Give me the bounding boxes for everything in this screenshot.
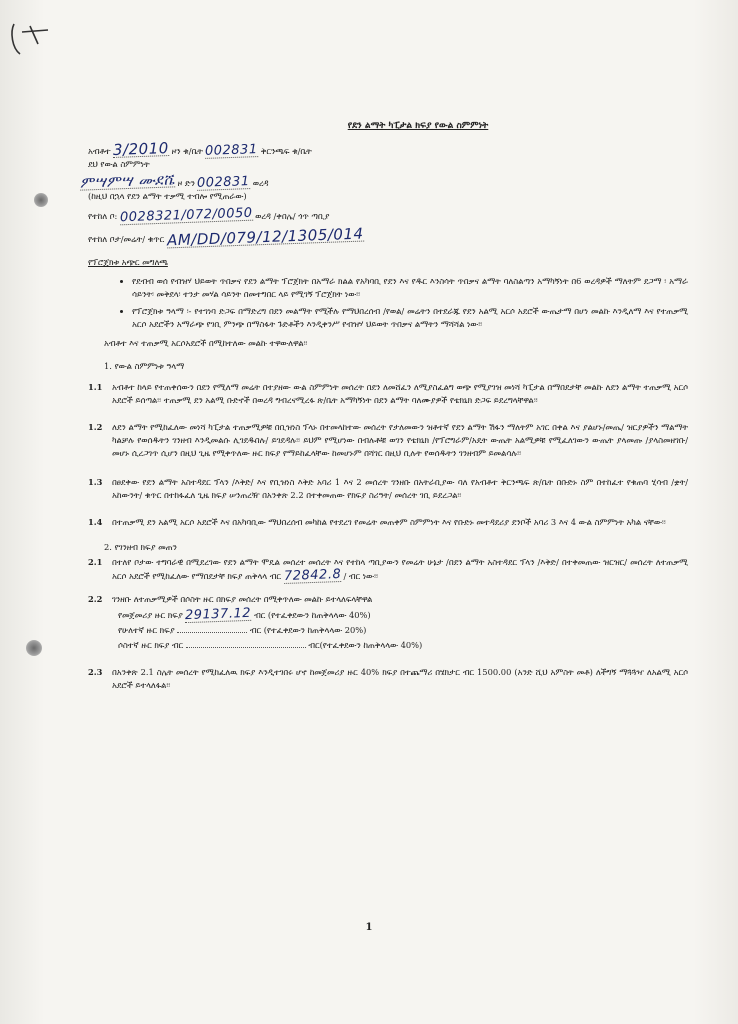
- payment-suffix: ብር (የተፈቀደውን ከጠቅላላው 40%): [254, 610, 371, 620]
- beneficiary-note: (ከዚህ በኋላ የደን ልማት ተቃሚ ተብሎ የሚጠራው): [88, 191, 247, 201]
- payment-label: ሶስተኛ ዙር ክፍያ ብር: [118, 640, 184, 650]
- handwritten-zone-id: 002831: [205, 142, 259, 159]
- handwritten-group-id: 002831: [197, 174, 251, 191]
- summary-bullet: • የደብብ ወሰ የብዝሃ ህይወት ጥበቃና የደን ልማት ፕሮጀክት በአማራ ክልል የአካባቢ የደን እና የዱር እንስሳት ጥበቃና ልማት ባለስልጣን አማካኝነት በ6 ወረዳዎች ማለትም ደጋማ ፡ አማራ ሳይንት፡ መቅደላ፡ ተንታ መሃል ሳይንት በመተግበር ላይ የሚገኝ ፕሮጀክት ነው፡፡: [132, 275, 688, 301]
- clause-1-3: [88, 476, 688, 502]
- handwritten-plot-number: AM/DD/079/12/1305/014: [166, 224, 364, 250]
- section-2-heading: [88, 541, 688, 554]
- zone-office-label: ዞን ቁ/ቤት: [171, 146, 203, 156]
- payment-row: [88, 624, 688, 637]
- agreement-intro: አብቶተ እና ተጠቃሚ አርሶአደሮች በሚከተለው መልኩ ተዋውለዋል፡፡: [104, 338, 308, 348]
- header-line-1: [88, 139, 688, 159]
- handwritten-first-payment: 29137.12: [185, 605, 252, 624]
- clause-text: በአንቀጽ 2.1 ስሌት መሰረት የሚከፈለዉ ክፍያ እንዲተገበሩ ሆኖ ከመጀመሪያ ዙር 40% ክፍያ በተጨማሪ በሄክታር ብር 1500.00 (አንድ ሺህ አምስት መቶ) ለችግኝ ማጓጓዣ ለአልሚ አርሶ አደሮች ይተላለፋል፡፡: [112, 667, 688, 690]
- clause-text: በተጠቃሚ ደን አልሚ አርሶ አደሮች እና በአካባቢው ማህበረሰብ መካከል የተደረገ የመሬት መጠቀም ስምምነት እና የቡድኑ መተዳደሪያ ደንቦች አባሪ 3 እና 4 ውል ስምምነት አካል ናቸው፡፡: [112, 517, 666, 527]
- clause-text: ለደን ልማት የሚከፈለው መነሻ ካፒታል ተጠቃሚዎቹ በቢዝነስ ፕላኑ በተመላከተው መሰረት የታለመውን ዝቶተኛ የደን ልማት ሽፋን ማለትም አገር በቀል እና ያልሆኑ/መጤ/ ዝርያዎችን ማልማት ካልቻሉ የወሰዱትን ገንዘብ እንዲመልሱ ሊገደዱበሉ/ ይገደዳሉ፡፡ ይህም የሚሆነው በብሉቶቹ ወገን የቴክኒክ /የፕሮግራም/አዴት ውጤት አልሚዎቹ የሚፈለገውን ውጤት ያላመጡ /ያላስመዘገቡ/ መሆኑ ሲረጋገጥ ሲሆን በዚህ ጊዜ የሚቀጥለው ዙር ክፍያ የማይከፈላቸው ከመሆኑም በሻገር በዚህ ቢሉት የወሰዱትን ገንዘብም ይመልሳሉ፡፡: [112, 422, 688, 458]
- project-summary-list: [88, 275, 688, 331]
- clause-2-3: [88, 666, 688, 692]
- clause-number: 1.3: [88, 477, 103, 487]
- clause-2-1: [88, 556, 688, 583]
- header-line-4: [88, 205, 688, 226]
- header-line-2: ደህ የውል ስምምነት: [88, 159, 150, 169]
- document-title: የደን ልማት ካፒታል ክፍያ የውል ስምምነት: [347, 121, 489, 131]
- punch-hole-bottom: [26, 640, 42, 656]
- section-1-number: 1.: [104, 361, 112, 371]
- handwritten-mark-icon: [8, 18, 56, 58]
- clause-number: 2.3: [88, 667, 103, 677]
- payment-suffix: ብር (የተፈቀደውን ከጠቅላላው 20%): [249, 625, 367, 635]
- clause-2-2: [88, 593, 688, 606]
- plot-number-label: የተከለ ቦታ/መሬት/ ቁጥር: [88, 234, 165, 244]
- payment-row: [88, 639, 688, 652]
- site-label: የተከለ ቦ:: [88, 211, 118, 221]
- header-line-5: [88, 224, 688, 250]
- clause-1-1: [88, 381, 688, 407]
- clause-text: ገንዘቡ ለተጠቃሚዎች በሶስት ዙር በክፍያ መሰረት በሚቀጥለው መልኩ ይተላለፍላቸዋል: [112, 594, 373, 604]
- project-summary-heading: የፕሮጀክቱ አጭር መግለጫ: [88, 257, 168, 267]
- clause-number: 2.1: [88, 557, 103, 567]
- blank-amount: [177, 632, 247, 633]
- section-2-number: 2.: [104, 542, 112, 552]
- clause-1-4: [88, 516, 688, 529]
- clause-number: 1.2: [88, 422, 103, 432]
- payment-label: የመጀመሪያ ዙር ክፍያ: [118, 610, 183, 620]
- handwritten-total-amount: 72842.8: [283, 567, 342, 584]
- payment-row: [88, 605, 688, 624]
- clause-text: በፀደቀው የደን ልማት አስተዳደር ፕላን /እቅድ/ እና የቢዝነስ እቅድ አባሪ 1 እና 2 መሰረት ገንዘቡ በአትራቢያው ባለ የአብቶተ ቅርንጫፍ ጽ/ቤት በቡድኑ ስም በተከፈተ የቁጠባ ሂሳብ /ቋት/ አከውንት/ ቁጥር በተከፋፈለ ጊዜ ክፍያ ሠንጠረዥ በአንቀጽ 2.2 በተቀመጠው የክፍያ ስሪዓት/ መሰረት ገቢ ይደረጋል፡፡: [112, 477, 688, 500]
- header-line-3: [79, 170, 688, 192]
- section-2-title: የገንዘብ ክፍያ መጠን: [114, 542, 177, 552]
- section-1-heading: [88, 360, 688, 373]
- blank-amount: [186, 647, 306, 648]
- page-number: 1: [365, 922, 373, 933]
- clause-1-2: [88, 421, 688, 460]
- date-label: አብቶተ: [88, 146, 111, 156]
- handwritten-name: ምሣምሣ ሙደሼ: [79, 170, 176, 192]
- clause-text-part: በተለየ ቦታው ተግባራዊ በሚደረገው የደን ልማት ሞዴል መሰረተ መሰረት እና የተከላ ጣቢያውን የመሬት ሁኔታ /በደን ልማት አስተዳደር ፕላን /እቅድ/ በተቀመጠው ዝርዝር/ መሰረት ለተጠቃሚ አርሶ አደሮች የሚከፈለው የማበደታቸ ክፍያ ጠቅላላ ብር: [112, 557, 688, 581]
- summary-bullet: • የፕሮጀክቱ ዓላማ ፡- የተገነባ ድጋፍ በማድረግ በደን መልማት የሚችሉ የማህበረሰብ /የወል/ መሬትን በተደራጁ የደን አልሚ አርሶ አደሮች ውጤታማ በሆነ መልኩ እንዲለማ እና የተጠቃሚ አርሶ አደሮችን አማራጭ የገቢ ምንጭ በማስፋት ጉድቶችን እንዲቀንሥ የብዝሃ ህይወት ጥበቃና ልማትን ማሻሻል ነው፡፡: [132, 305, 688, 331]
- clause-number: 1.1: [88, 382, 103, 392]
- handwritten-site-id: 0028321/072/0050: [119, 205, 253, 226]
- agreement-body: [79, 120, 688, 692]
- clause-text-part: / ብር ነው፡፡: [343, 571, 378, 581]
- handwritten-date: 3/2010: [112, 139, 170, 159]
- punch-hole-top: [34, 193, 48, 207]
- clause-text: [112, 556, 688, 583]
- site-suffix: ወረዳ /ቀበሌ/ ጎጥ ጣቢያ: [255, 211, 330, 221]
- clause-number: 2.2: [88, 594, 103, 604]
- clause-number: 1.4: [88, 517, 103, 527]
- group-label: ዞ ድን: [177, 178, 195, 188]
- payment-suffix: ብር(የተፈቀደውን ከጠቅላላው 40%): [308, 640, 423, 650]
- branch-office-label: ቅርንጫፍ ቁ/ቤት: [260, 146, 312, 156]
- clause-text: አብቶተ ከላይ የተጠቀሰውን በደን የሚለማ መሬት በተያዘው ውል ስምምነት መሰረት በደን ለመሸፈን ለሚያስፈልግ ወጭ የሚያገዝ መነሻ ካፒታል በማበደታቸ መልኩ ለደን ልማት ተጠቃሚ አርሶ አደሮች ይሰጣል፡፡ ተጠቃሚ ደን አልሚ ቡድኖች በወረዳ ግብረናሚረፋ ጽ/ቤት አማካኝነት በደን ልማት ባለሙያዎች የቴክኒክ ድጋፍ ይደረግላቸዋል፡፡: [112, 382, 688, 405]
- woreda-label: ወረዳ: [252, 178, 269, 188]
- payment-label: የሁለተኛ ዙር ክፍያ: [118, 625, 175, 635]
- section-1-title: የውል ስምምነቱ ዓላማ: [114, 361, 185, 371]
